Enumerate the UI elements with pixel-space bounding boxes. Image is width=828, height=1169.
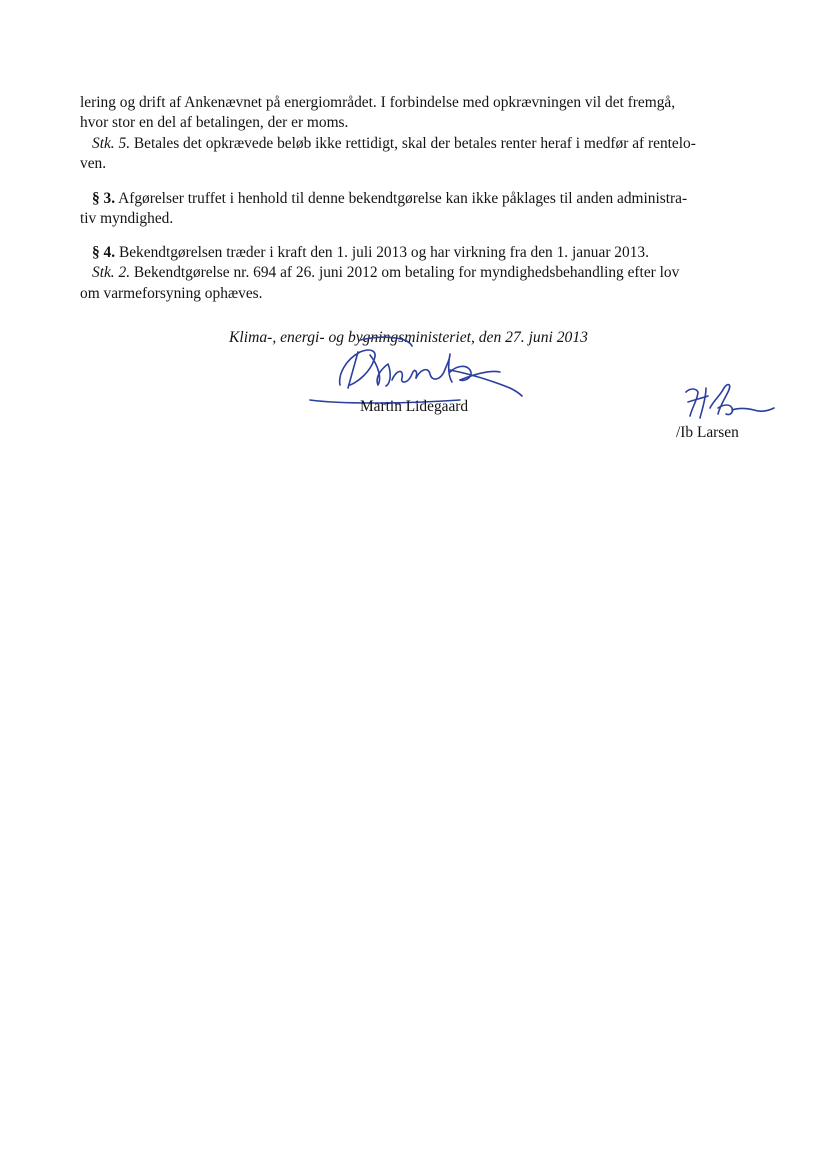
section-prefix: Stk. 5. <box>92 135 131 152</box>
body-line: Stk. 5. Betales det opkrævede beløb ikke rettidigt, skal der betales renter heraf i medfør af rentelo- <box>92 135 696 152</box>
signatory-name: /Ib Larsen <box>676 424 739 441</box>
body-line: § 4. Bekendtgørelsen træder i kraft den 1. juli 2013 og har virkning fra den 1. januar 2013. <box>92 244 649 261</box>
section-prefix: § 3. <box>92 190 116 207</box>
signatory-name: Martin Lidegaard <box>360 398 469 415</box>
section-prefix: § 4. <box>92 244 116 261</box>
body-line: lering og drift af Ankenævnet på energiområdet. I forbindelse med opkrævningen vil det fremgå, <box>80 94 676 111</box>
body-line: ven. <box>80 155 107 172</box>
body-line: tiv myndighed. <box>80 210 174 227</box>
body-line: Stk. 2. Bekendtgørelse nr. 694 af 26. juni 2012 om betaling for myndighedsbehandling efter lov <box>92 264 680 281</box>
body-line: om varmeforsyning ophæves. <box>80 285 263 302</box>
signature-initials <box>676 378 780 428</box>
body-line: hvor stor en del af betalingen, der er moms. <box>80 114 349 131</box>
place-date-line: Klima-, energi- og bygningsministeriet, den 27. juni 2013 <box>229 329 588 346</box>
body-line: § 3. Afgørelser truffet i henhold til denne bekendtgørelse kan ikke påklages til anden administra- <box>92 190 688 207</box>
section-prefix: Stk. 2. <box>92 264 131 281</box>
